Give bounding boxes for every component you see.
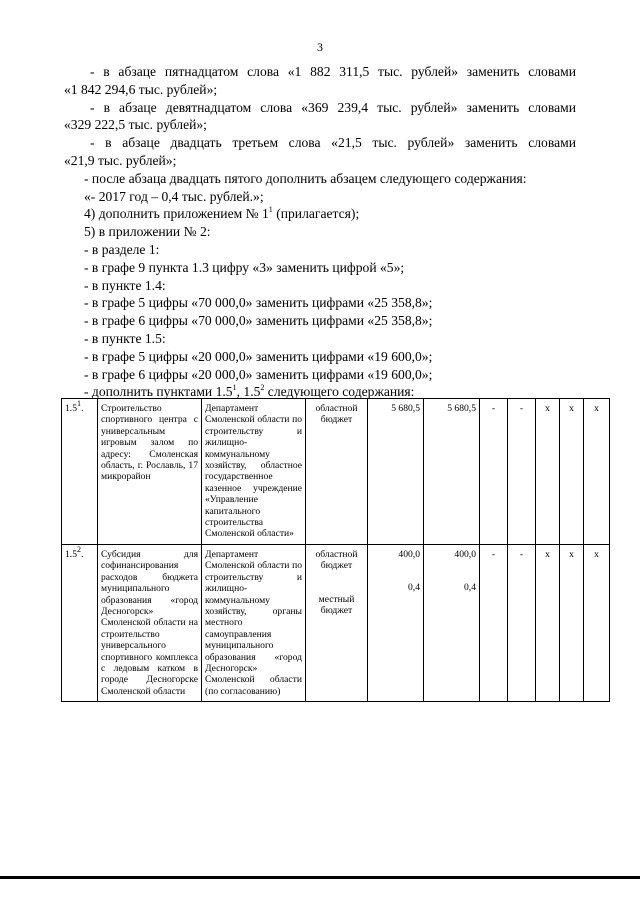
cell-c7: -	[480, 544, 508, 701]
cell-c10: x	[560, 544, 584, 701]
paragraph-line: - в графе 6 цифры «70 000,0» заменить цифрами «25 358,8»;	[84, 313, 433, 329]
footer-rule	[0, 876, 640, 879]
page-number: 3	[317, 40, 323, 54]
paragraph-line: - в абзаце двадцать третьем слова «21,5 тыс. рублей» заменить словами	[90, 135, 576, 151]
cell-c11: x	[584, 399, 610, 545]
cell-name: Строительство спортивного центра с универсальным игровым залом по адресу: Смоленская область, г. Рославль, 17 микрорайон	[98, 399, 202, 545]
paragraph-line: 5) в приложении № 2:	[84, 224, 211, 240]
paragraph-line: - в пункте 1.5:	[84, 330, 166, 346]
cell-total: 400,0 0,4	[368, 544, 424, 701]
cell-c10: x	[560, 399, 584, 545]
table-row	[62, 544, 610, 701]
paragraph-line: - в графе 5 цифры «70 000,0» заменить цифрами «25 358,8»;	[84, 295, 433, 311]
cell-number: $1.5^2$.	[62, 544, 98, 701]
cell-c9: x	[536, 399, 560, 545]
cell-c8: -	[508, 544, 536, 701]
table-row	[62, 399, 610, 545]
cell-number: $1.5^1$.	[62, 399, 98, 545]
cell-c7: -	[480, 399, 508, 545]
cell-executor: Департамент Смоленской области по строительству и жилищно-коммунальному хозяйству, органы местного самоуправления муниципального образования «город Десногорск» Смоленской области (по согласованию)	[202, 544, 306, 701]
paragraph-line: «21,9 тыс. рублей»;	[64, 152, 177, 168]
paragraph-line: - в графе 6 цифры «20 000,0» заменить цифрами «19 600,0»;	[84, 366, 433, 382]
paragraph-line: - дополнить пунктами $1.5^1$, $1.5^2$ следующего содержания:	[84, 382, 415, 400]
paragraph-line: - в пункте 1.4:	[84, 277, 166, 293]
superscript: 1	[268, 204, 273, 214]
paragraph-line: «1 842 294,6 тыс. рублей»;	[64, 81, 218, 97]
superscript: 2	[260, 382, 265, 392]
cell-c8: -	[508, 399, 536, 545]
cell-total: 5 680,5	[368, 399, 424, 545]
document-body	[64, 63, 576, 401]
cell-source: областной бюджет местный бюджет	[306, 544, 368, 701]
cell-name: Субсидия для софинансирования расходов бюджета муниципального образования «город Десногорск» Смоленской области на строительство универсального спортивного комплекса с ледовым катком в городе Десногорске Смоленской области	[98, 544, 202, 701]
paragraph-line: - после абзаца двадцать пятого дополнить абзацем следующего содержания:	[84, 170, 527, 186]
cell-2017: 5 680,5	[424, 399, 480, 545]
cell-2017: 400,0 0,4	[424, 544, 480, 701]
paragraph-line: 4) дополнить приложением № $1^1$ (прилагается);	[84, 204, 360, 222]
paragraph-line: «- 2017 год – 0,4 тыс. рублей.»;	[84, 188, 264, 204]
superscript: 1	[232, 382, 237, 392]
paragraph-line: - в графе 9 пункта 1.3 цифру «3» заменить цифрой «5»;	[84, 259, 405, 275]
program-table	[61, 398, 610, 702]
paragraph-line: - в абзаце пятнадцатом слова «1 882 311,5 тыс. рублей» заменить словами	[90, 64, 576, 79]
paragraph-line: «329 222,5 тыс. рублей»;	[64, 117, 207, 133]
paragraph-line: - в графе 5 цифры «20 000,0» заменить цифрами «19 600,0»;	[84, 348, 433, 364]
cell-c11: x	[584, 544, 610, 701]
cell-executor: Департамент Смоленской области по строительству и жилищно-коммунальному хозяйству, областное государственное казенное учреждение «Управление капитального строительства Смоленской области»	[202, 399, 306, 545]
paragraph-line: - в разделе 1:	[84, 241, 160, 257]
paragraph-line: - в абзаце девятнадцатом слова «369 239,4 тыс. рублей» заменить словами	[90, 99, 576, 115]
cell-source: областной бюджет	[306, 399, 368, 545]
cell-c9: x	[536, 544, 560, 701]
